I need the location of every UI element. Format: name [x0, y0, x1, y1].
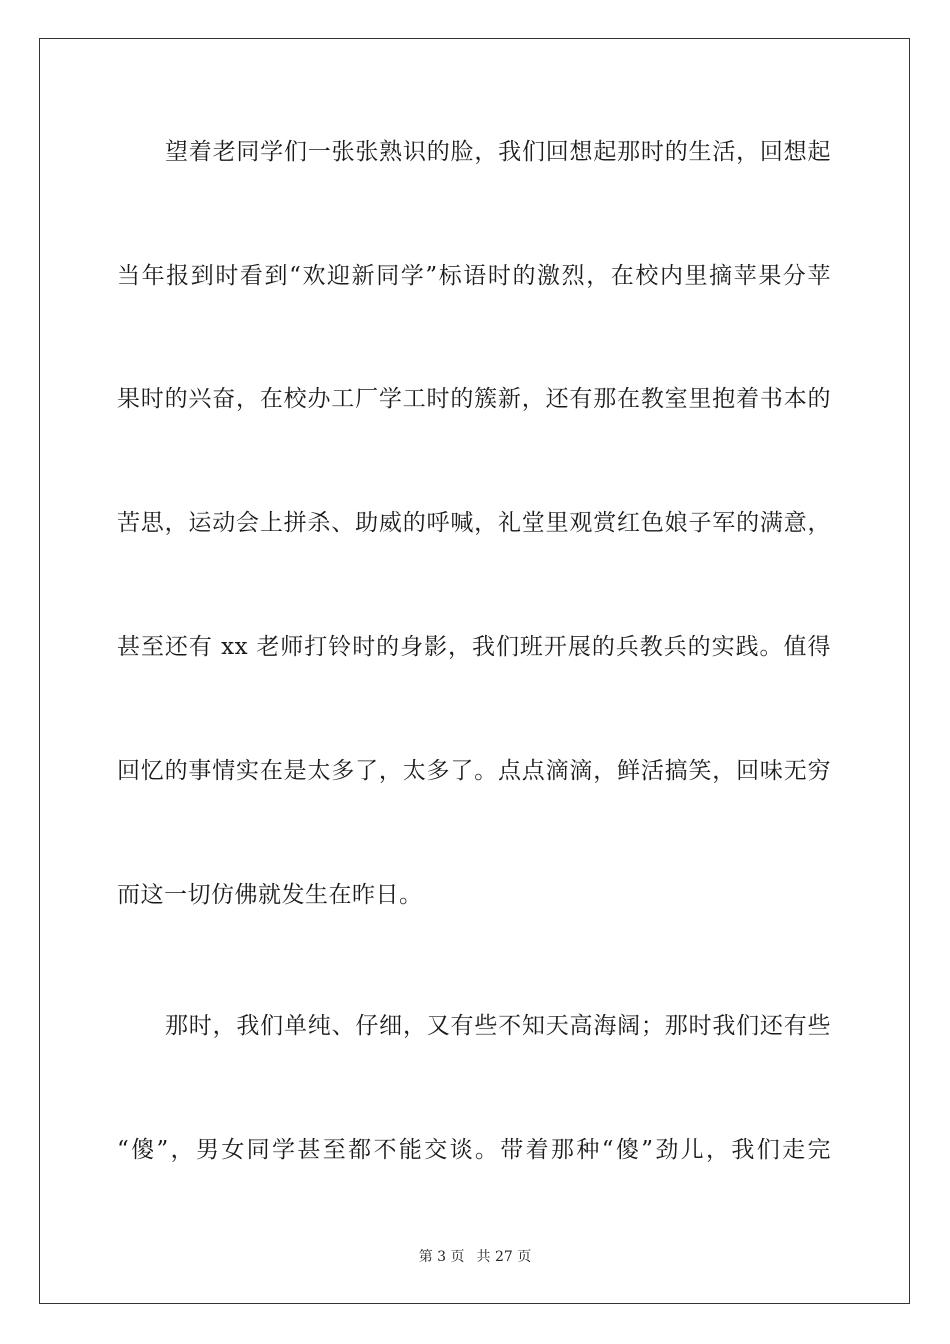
paragraph-line: “傻”，男女同学甚至都不能交谈。带着那种“傻”劲儿，我们走完 — [117, 1137, 831, 1163]
paragraph-line: 望着老同学们一张张熟识的脸，我们回想起那时的生活，回想起 — [165, 139, 831, 165]
paragraph-line: 回忆的事情实在是太多了，太多了。点点滴滴，鲜活搞笑，回味无穷 — [117, 758, 831, 784]
paragraph-line: 果时的兴奋，在校办工厂学工时的簇新，还有那在教室里抱着书本的 — [117, 386, 831, 412]
paragraph-line: 苦思，运动会上拼杀、助威的呼喊，礼堂里观赏红色娘子军的满意， — [117, 510, 831, 536]
page-number: 第 3 页 — [418, 1249, 465, 1265]
paragraph-line: 甚至还有 xx 老师打铃时的身影，我们班开展的兵教兵的实践。值得 — [117, 634, 831, 660]
page-border — [39, 38, 910, 1304]
paragraph-line: 当年报到时看到“欢迎新同学”标语时的激烈，在校内里摘苹果分苹 — [117, 263, 831, 289]
paragraph-line: 而这一切仿佛就发生在昨日。 — [117, 882, 423, 908]
page-total: 共 27 页 — [476, 1249, 532, 1265]
paragraph-line: 那时，我们单纯、仔细，又有些不知天高海阔；那时我们还有些 — [165, 1013, 831, 1039]
page-footer — [0, 1248, 950, 1266]
